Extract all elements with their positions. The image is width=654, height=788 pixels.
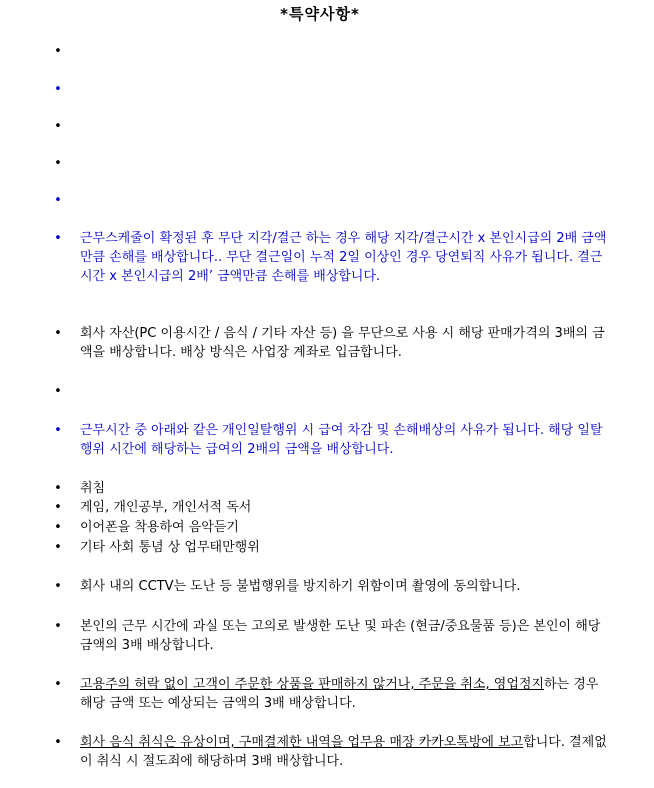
list-item-sales-clause [80,675,612,713]
list-item-deviation-clause: 근무시간 중 아래와 같은 개인일탈행위 시 급여 차감 및 손해배상의 사유가 됩니다. 해당 일탈행위 시간에 해당하는 급여의 2배의 금액을 배상합니다. [80,423,603,457]
bullet-icon: • [54,193,62,208]
underlined-text: 회사 음식 취식은 유상이며, 구매결제한 내역을 업무용 매장 카카오톡방에 보고 [80,735,524,750]
clause-text: 하는 경우 해당 금액 또는 예상되는 금액의 3배 배상합니다. [80,677,599,711]
list-item-asset-clause: 회사 자산(PC 이용시간 / 음식 / 기타 자산 등) 을 무단으로 사용 시 해당 판매가격의 3배의 금액을 배상합니다. 배상 방식은 사업장 계좌로 입금합니다. [80,326,605,360]
list-item-theft-clause: 본인의 근무 시간에 과실 또는 고의로 발생한 도난 및 파손 (현금/중요물품 등)은 본인이 해당 금액의 3배 배상합니다. [80,619,601,653]
bullet-icon: • [54,423,62,438]
bullet-icon: • [54,82,62,97]
list-item-food-clause [80,733,612,771]
bullet-icon: • [54,619,62,634]
bullet-icon: • [54,231,62,246]
bullet-icon: • [54,677,62,692]
list-item-cctv-clause: 회사 내의 CCTV는 도난 등 불법행위를 방지하기 위함이며 촬영에 동의합니다. [80,579,521,594]
page-title: *특약사항* [280,5,360,23]
list-item-earphone: 이어폰을 착용하여 음악듣기 [80,520,239,535]
list-item-negligence: 기타 사회 통념 상 업무태만행위 [80,540,260,555]
bullet-icon: • [54,579,62,594]
clause-text: 합니다. 결제없이 취식 시 절도죄에 해당하며 3배 배상합니다. [80,735,607,769]
bullet-icon: • [54,540,62,555]
bullet-icon: • [54,44,62,59]
bullet-icon: • [54,735,62,750]
bullet-icon: • [54,156,62,171]
underlined-text: 고용주의 허락 없이 고객이 주문한 상품을 판매하지 않거나, 주문을 취소, 영업정지 [80,677,545,692]
bullet-icon: • [54,500,62,515]
bullet-icon: • [54,481,62,496]
bullet-icon: • [54,119,62,134]
list-item-sleep: 취침 [80,481,106,496]
bullet-icon: • [54,384,62,399]
bullet-icon: • [54,520,62,535]
bullet-icon: • [54,326,62,341]
list-item-absence-clause: 근무스케줄이 확정된 후 무단 지각/결근 하는 경우 해당 지각/결근시간 x 본인시급의 2배 금액만큼 손해를 배상합니다.. 무단 결근일이 누적 2일 이상인 경우 당연퇴직 사유가 됩니다. 결근시간 x 본인시급의 2배’ 금액만큼 손해를 배상합니다. [80,231,607,284]
list-item-game: 게임, 개인공부, 개인서적 독서 [80,500,252,515]
